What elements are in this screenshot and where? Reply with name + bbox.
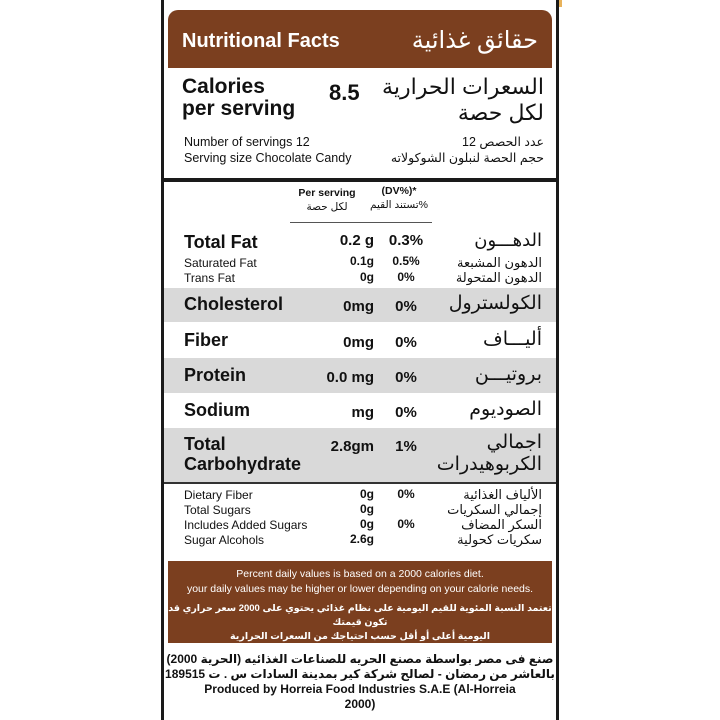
dv-header <box>364 184 434 212</box>
carbohydrate-ar <box>372 432 542 476</box>
total-fat-dv: 0.3% <box>388 232 424 249</box>
calories-ar-line2: لكل حصة <box>457 100 544 125</box>
cholesterol-dv: 0% <box>395 298 417 315</box>
cholesterol-amount: 0mg <box>343 298 374 315</box>
row-dietary-fiber <box>164 488 556 503</box>
added-sugars-label: Includes Added Sugars <box>184 518 308 532</box>
footnote-en-line2: your daily values may be higher or lower depending on your calorie needs. <box>186 583 534 595</box>
dv-en: (DV%)* <box>381 185 417 197</box>
added-sugars-amount: 0g <box>359 517 374 531</box>
protein-ar: بروتيـــن <box>474 364 542 385</box>
trans-fat-ar: الدهون المتحولة <box>455 270 542 285</box>
servings-count-ar: عدد الحصص 12 <box>462 135 544 149</box>
per-serving-header <box>290 186 364 214</box>
footnote-ar-line1: تعتمد النسبة المئوية للقيم اليومية على نظام غذائي يحتوي على 2000 سعر حراري قد تكون قيمتك <box>168 603 552 628</box>
column-header <box>164 182 556 227</box>
row-total-fat <box>164 232 556 252</box>
row-saturated-fat <box>164 256 556 271</box>
serving-size-en: Serving size Chocolate Candy <box>184 151 352 165</box>
total-fat-amount: 0.2 g <box>339 232 374 249</box>
fiber-amount: 0mg <box>343 334 374 351</box>
carbohydrate-label <box>184 434 301 474</box>
calories-label-ar <box>374 74 544 126</box>
saturated-fat-ar: الدهون المشبعة <box>457 255 542 270</box>
row-cholesterol <box>164 288 556 322</box>
carbohydrate-ar-line1: اجمالي <box>486 432 542 453</box>
carbohydrate-label-line2: Carbohydrate <box>184 454 302 474</box>
calories-label-line1: Calories <box>182 75 265 98</box>
footnote-en <box>168 567 552 597</box>
fiber-dv: 0% <box>395 334 417 351</box>
fiber-label: Fiber <box>184 330 229 350</box>
carbohydrate-label-line1: Total <box>184 434 226 454</box>
sodium-amount: mg <box>351 404 374 421</box>
dietary-fiber-amount: 0g <box>359 487 374 501</box>
saturated-fat-dv: 0.5% <box>392 254 420 268</box>
dv-ar: تستند القيم% <box>370 199 428 211</box>
trans-fat-amount: 0g <box>359 270 374 284</box>
row-total-sugars <box>164 503 556 518</box>
manufacturer-ar-line1: صنع فى مصر بواسطة مصنع الحريه للصناعات الغذائيه (الحرية 2000) <box>166 652 554 666</box>
servings-info-ar <box>324 134 544 166</box>
fiber-ar: أليـــاف <box>483 329 542 350</box>
nutrition-label <box>161 0 559 720</box>
row-sodium <box>164 393 556 428</box>
title-ar: حقائق غذائية <box>411 27 538 54</box>
footnote-ar-line2: اليومية أعلى أو أقل حسب احتياجك من السعرات الحرارية <box>230 631 490 642</box>
servings-count-en: Number of servings 12 <box>184 135 310 149</box>
row-added-sugars <box>164 518 556 533</box>
added-sugars-dv: 0% <box>397 517 415 531</box>
sodium-dv: 0% <box>395 404 417 421</box>
manufacturer-info <box>164 652 556 712</box>
dietary-fiber-dv: 0% <box>397 487 415 501</box>
carb-divider <box>164 482 556 484</box>
serving-size-ar: حجم الحصة لنبلون الشوكولاته <box>390 151 544 165</box>
protein-dv: 0% <box>395 369 417 386</box>
per-serving-en: Per serving <box>298 187 356 199</box>
daily-values-footnote <box>168 561 552 643</box>
row-fiber <box>164 322 556 358</box>
row-protein <box>164 358 556 393</box>
trans-fat-dv: 0% <box>397 270 415 284</box>
protein-amount: 0.0 mg <box>326 369 374 386</box>
footnote-en-line1: Percent daily values is based on a 2000 calories diet. <box>236 568 484 580</box>
calories-section <box>164 68 556 182</box>
manufacturer-en-line2: 2000) <box>344 697 376 711</box>
cholesterol-ar: الكولسترول <box>448 293 542 314</box>
cholesterol-label: Cholesterol <box>184 294 284 314</box>
saturated-fat-label: Saturated Fat <box>184 256 257 270</box>
row-sugar-alcohols <box>164 533 556 548</box>
sugar-alcohols-label: Sugar Alcohols <box>184 533 265 547</box>
calories-ar-line1: السعرات الحرارية <box>382 74 544 99</box>
sodium-label: Sodium <box>184 400 250 420</box>
dietary-fiber-label: Dietary Fiber <box>184 488 253 502</box>
sodium-ar: الصوديوم <box>469 399 542 420</box>
row-trans-fat <box>164 270 556 285</box>
calories-label-en <box>182 76 322 120</box>
added-sugars-ar: السكر المضاف <box>461 517 542 532</box>
calories-value: 8.5 <box>329 80 360 105</box>
label-header <box>168 10 552 68</box>
manufacturer-ar-line2: بالعاشر من رمضان - لصالح شركة كير بمدينة السادات س . ت 189515 <box>165 667 555 681</box>
protein-label: Protein <box>184 365 247 385</box>
saturated-fat-amount: 0.1g <box>349 254 374 268</box>
carbohydrate-ar-line2: الكربوهيدرات <box>436 454 542 475</box>
row-total-carbohydrate <box>164 428 556 482</box>
per-serving-ar: لكل حصة <box>306 201 348 213</box>
trans-fat-label: Trans Fat <box>184 271 235 285</box>
manufacturer-en-line1: Produced by Horreia Food Industries S.A.E (Al-Horreia <box>204 682 516 696</box>
sugar-alcohols-amount: 2.6g <box>349 532 374 546</box>
total-sugars-ar: إجمالي السكريات <box>447 502 542 517</box>
sugar-alcohols-ar: سكريات كحولية <box>457 532 542 547</box>
title-en: Nutritional Facts <box>182 30 340 52</box>
footnote-ar <box>168 602 552 644</box>
column-header-divider <box>290 222 432 223</box>
total-sugars-amount: 0g <box>359 502 374 516</box>
dietary-fiber-ar: الألياف الغذائية <box>463 487 542 502</box>
total-fat-label: Total Fat <box>184 232 258 252</box>
carbohydrate-dv: 1% <box>395 438 417 455</box>
total-fat-ar: الدهـــون <box>474 230 542 250</box>
carbohydrate-amount: 2.8gm <box>330 438 374 455</box>
total-sugars-label: Total Sugars <box>184 503 251 517</box>
calories-label-line2: per serving <box>182 97 296 120</box>
